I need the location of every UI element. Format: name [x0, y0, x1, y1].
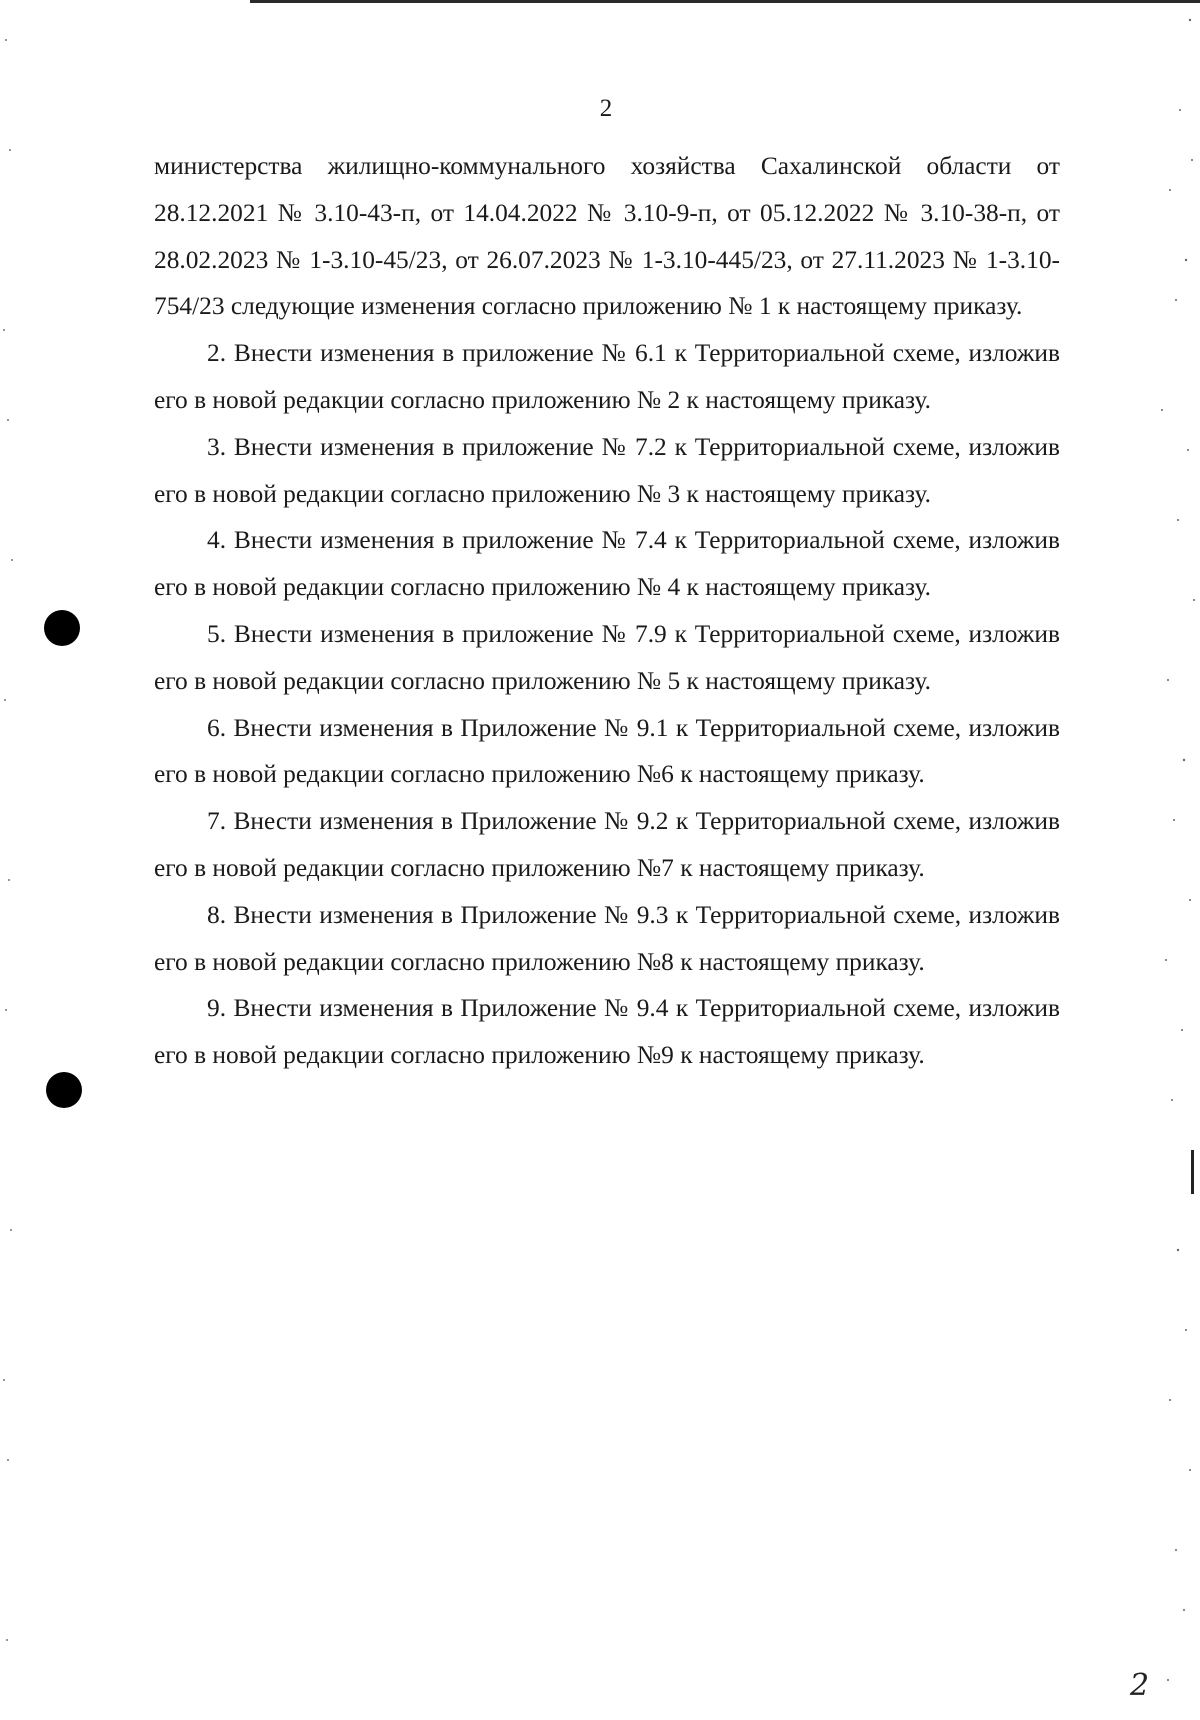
paragraph-item-9: 9. Внести изменения в Приложение № 9.4 к Территориальной схеме, изложив его в новой редакции согласно приложению №9 к настоящему приказу.	[154, 994, 1060, 1070]
document-body	[154, 143, 1060, 1079]
paragraph-item-3: 3. Внести изменения в приложение № 7.2 к Территориальной схеме, изложив его в новой редакции согласно приложению № 3 к настоящему приказу.	[154, 432, 1060, 508]
paragraph-item-8: 8. Внести изменения в Приложение № 9.3 к Территориальной схеме, изложив его в новой редакции согласно приложению №8 к настоящему приказу.	[154, 900, 1060, 976]
paragraph-item-2: 2. Внести изменения в приложение № 6.1 к Территориальной схеме, изложив его в новой редакции согласно приложению № 2 к настоящему приказу.	[154, 339, 1060, 414]
scan-top-edge-line	[250, 0, 1200, 3]
paragraph-item-4: 4. Внести изменения в приложение № 7.4 к Территориальной схеме, изложив его в новой редакции согласно приложению № 4 к настоящему приказу.	[154, 526, 1060, 602]
paragraph-continuation: министерства жилищно-коммунального хозяйства Сахалинской области от 28.12.2021 № 3.10-43-п, от 14.04.2022 № 3.10-9-п, от 05.12.2022 № 3.10-38-п, от 28.02.2023 № 1-3.10-45/23, от 26.07.2023 № 1-3.10-445/23, от 27.11.2023 № 1-3.10-754/23 следующие изменения согласно приложению № 1 к настоящему приказу.	[154, 152, 1060, 321]
paragraph-item-5: 5. Внести изменения в приложение № 7.9 к Территориальной схеме, изложив его в новой редакции согласно приложению № 5 к настоящему приказу.	[154, 619, 1060, 695]
paragraph-item-6: 6. Внести изменения в Приложение № 9.1 к Территориальной схеме, изложив его в новой редакции согласно приложению №6 к настоящему приказу.	[154, 713, 1060, 789]
handwritten-page-mark: 2	[1130, 1668, 1150, 1703]
scan-noise-left	[0, 0, 24, 1720]
punch-hole-lower	[46, 1072, 82, 1108]
paragraph-item-7: 7. Внести изменения в Приложение № 9.2 к Территориальной схеме, изложив его в новой редакции согласно приложению №7 к настоящему приказу.	[154, 807, 1060, 882]
scan-edge-mark	[1191, 1150, 1194, 1194]
punch-hole-upper	[44, 610, 80, 646]
scan-noise-right	[1140, 0, 1200, 1720]
page-number: 2	[599, 95, 613, 122]
